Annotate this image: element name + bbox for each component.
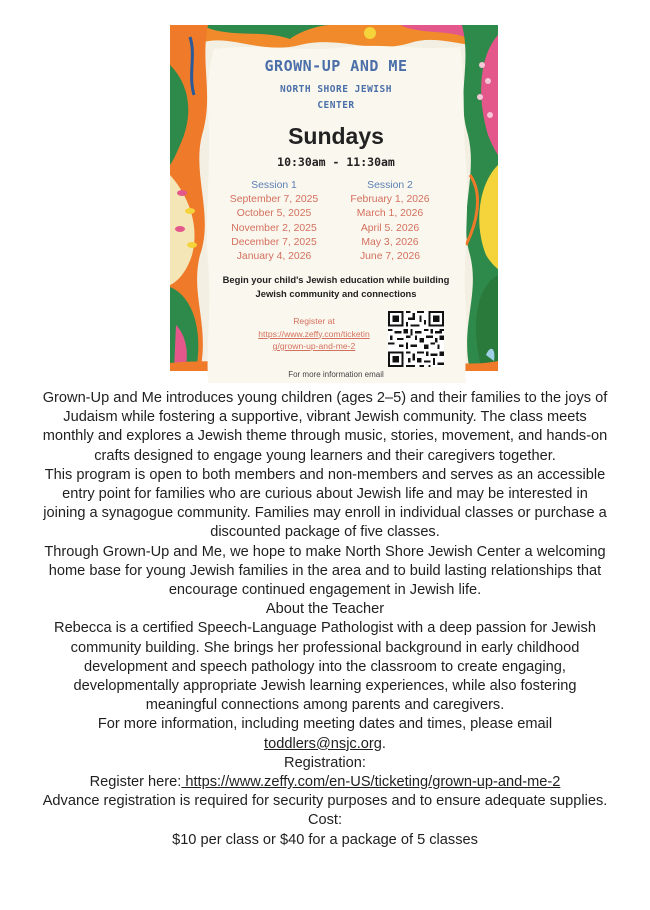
program-paragraph: This program is open to both members and non-members and serves as an accessible entry point for families who are curious about Jewish life and may be interested in joining a synagogue community. Families may enroll in individual classes or purchase a discounted package of five classes. xyxy=(43,466,607,541)
hope-paragraph: Through Grown-Up and Me, we hope to make North Shore Jewish Center a welcoming home base for young Jewish families in the area and to build lasting relationships that encourage continued engagement in Jewish life. xyxy=(44,543,606,599)
flyer-register-block xyxy=(244,315,384,353)
info-suffix: . xyxy=(381,735,386,752)
program-description xyxy=(40,389,610,850)
advance-registration-note: Advance registration is required for security purposes and to ensure adequate supplies. xyxy=(42,793,608,810)
session-1-date: October 5, 2025 xyxy=(236,208,312,220)
email-link[interactable]: toddlers@nsjc.org xyxy=(264,735,382,752)
session-2-date: April 5. 2026 xyxy=(360,222,420,234)
qr-code-icon xyxy=(388,311,444,367)
session-2-date: June 7, 2026 xyxy=(359,251,421,263)
intro-paragraph: Grown-Up and Me introduces young children (ages 2–5) and their families to the joys of Judaism while fostering a supportive, vibrant Jewish community. The class meets monthly and explores a Jewish theme through music, stories, movement, and hands-on crafts designed to engage young learners and their caregivers together. xyxy=(42,390,608,464)
session-2-list xyxy=(330,179,450,264)
teacher-bio: Rebecca is a certified Speech-Language Pathologist with a deep passion for Jewish community building. She brings her professional background in early childhood development and speech pathology into the classroom to create engaging, developmentally appropriate Jewish learning experiences, while also fostering meaningful connections among parents and caregivers. xyxy=(54,620,596,714)
session-2-date: May 3, 2026 xyxy=(361,236,419,248)
flyer-subtitle-line1: NORTH SHORE JEWISH xyxy=(280,84,392,95)
flyer-register-label: Register at xyxy=(293,316,335,326)
flyer-tagline-line1: Begin your child's Jewish education while building xyxy=(222,274,450,285)
session-1-date: January 4, 2026 xyxy=(236,251,312,263)
teacher-heading: About the Teacher xyxy=(265,601,385,618)
flyer-register-url-line1: https://www.zeffy.com/ticketin xyxy=(258,328,370,339)
session-1-list xyxy=(214,179,334,264)
registration-link[interactable]: https://www.zeffy.com/en-US/ticketing/grown-up-and-me-2 xyxy=(181,774,561,791)
flyer-subtitle-line2: CENTER xyxy=(317,100,355,111)
session-2-label: Session 2 xyxy=(367,180,413,191)
register-prefix: Register here: xyxy=(89,774,182,791)
session-1-date: September 7, 2025 xyxy=(229,194,319,206)
session-1-label: Session 1 xyxy=(251,180,297,191)
session-2-date: February 1, 2026 xyxy=(350,194,430,206)
flyer-title: GROWN-UP AND ME xyxy=(264,57,408,75)
session-1-date: November 2, 2025 xyxy=(231,222,317,234)
info-paragraph xyxy=(40,715,610,753)
event-flyer xyxy=(170,25,498,379)
info-prefix: For more information, including meeting dates and times, please email xyxy=(97,716,553,733)
registration-heading: Registration: xyxy=(284,754,366,771)
session-2-date: March 1, 2026 xyxy=(356,208,424,220)
flyer-time: 10:30am - 11:30am xyxy=(277,155,395,169)
flyer-tagline xyxy=(204,273,468,301)
cost-text: $10 per class or $40 for a package of 5 classes xyxy=(172,831,478,848)
register-line xyxy=(40,773,610,792)
cost-heading: Cost: xyxy=(307,812,343,829)
flyer-cut-off-text: For more information email xyxy=(288,370,384,379)
session-1-date: December 7, 2025 xyxy=(231,236,317,248)
flyer-register-url-line2: g/grown-up-and-me-2 xyxy=(272,341,356,351)
flyer-tagline-line2: Jewish community and connections xyxy=(255,288,417,299)
flyer-day: Sundays xyxy=(288,123,384,149)
